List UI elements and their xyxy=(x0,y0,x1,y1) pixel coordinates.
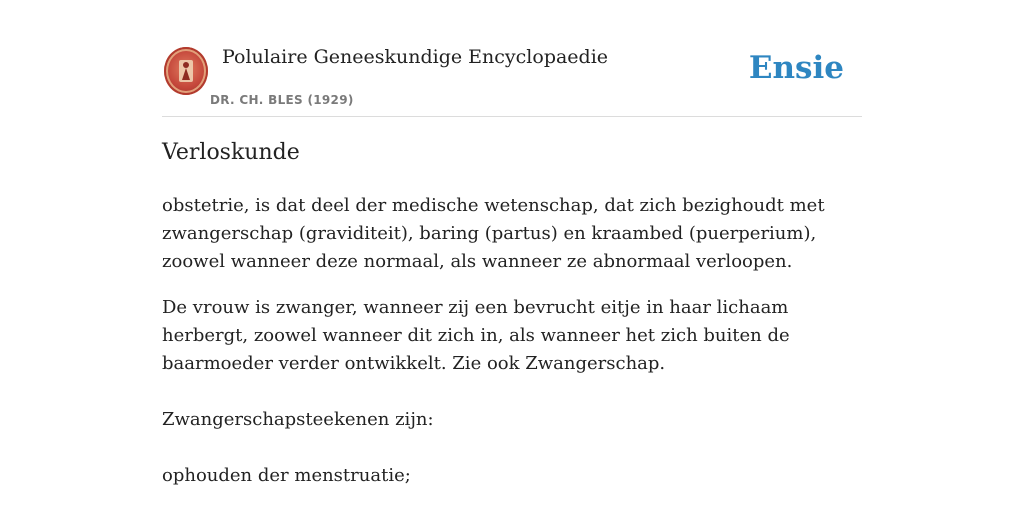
article-body xyxy=(162,192,842,508)
article-paragraph: ophouden der menstruatie; xyxy=(162,465,411,486)
article-paragraph: De vrouw is zwanger, wanneer zij een bevrucht eitje in haar lichaam herbergt, zoowel wanneer dit zich in, als wanneer het zich buiten de baarmoeder verder ontwikkelt. Zie ook Zwangerschap. xyxy=(162,297,790,374)
site-header xyxy=(162,40,862,117)
article-paragraph: obstetrie, is dat deel der medische wetenschap, dat zich bezighoudt met zwangerschap (graviditeit), baring (partus) en kraambed (puerperium), zoowel wanneer deze normaal, als wanneer ze abnormaal verloopen. xyxy=(162,195,825,272)
brand-logo-link[interactable]: Ensie xyxy=(748,50,844,86)
article-paragraph: Zwangerschapsteekenen zijn: xyxy=(162,409,434,430)
book-author: DR. CH. BLES (1929) xyxy=(210,93,354,107)
book-title[interactable]: Polulaire Geneeskundige Encyclopaedie xyxy=(222,46,609,68)
book-cover-icon[interactable] xyxy=(164,47,208,95)
article-title: Verloskunde xyxy=(162,140,300,165)
